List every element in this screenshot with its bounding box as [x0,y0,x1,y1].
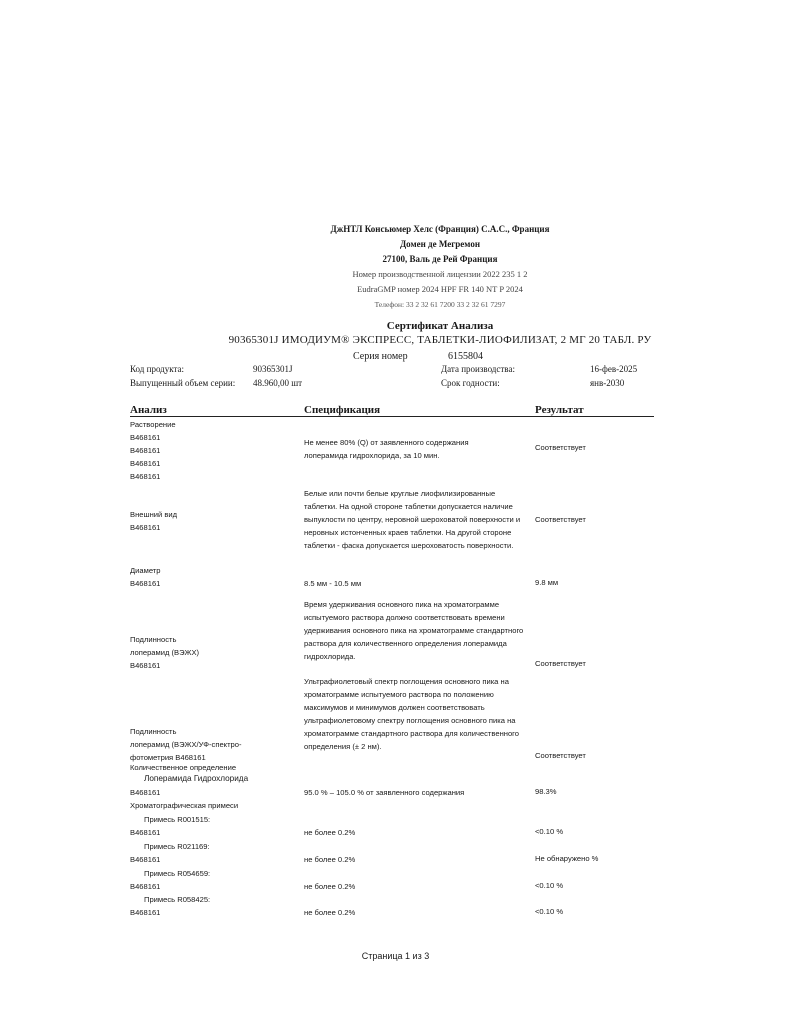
impurity-code: B468161 [130,882,161,891]
test-dissolution-name: Растворение [130,420,176,429]
test-appearance-name: Внешний вид [130,510,178,519]
impurity-spec: не более 0.2% [304,828,356,837]
test-diameter-spec: 8.5 мм - 10.5 мм [304,579,362,588]
impurity-result: Не обнаружено % [535,854,599,863]
test-dissolution-code-1: B468161 [130,433,161,442]
test-appearance-result: Соответствует [535,515,586,524]
header-divider [130,416,654,417]
impurity-label: Примесь R058425: [144,895,211,904]
phone-numbers: Телефон: 33 2 32 61 7200 33 2 32 61 7297 [374,300,506,309]
test-assay-spec: 95.0 % – 105.0 % от заявленного содержания [304,788,465,797]
company-address: 27100, Валь де Рей Франция [382,254,498,264]
product-code-value: 90365301J [253,364,293,374]
impurity-result: <0.10 % [535,881,564,890]
company-name: ДжНТЛ Консьюмер Хелс (Франция) С.А.С., Франция [330,224,550,234]
expiry-date-label: Срок годности: [441,378,500,388]
license-number: Номер производственной лицензии 2022 235 1 2 [352,269,528,279]
test-dissolution-result: Соответствует [535,443,586,452]
impurity-label: Примесь R054659: [144,869,211,878]
test-identity-uv-name-1: Подлинность [130,727,177,736]
test-impurities-name: Хроматографическая примеси [130,801,239,810]
series-value: 6155804 [448,351,483,362]
column-header-result: Результат [535,404,584,416]
impurity-label: Примесь R021169: [144,842,210,851]
test-identity-hplc-name-1: Подлинность [130,635,177,644]
manufacture-date-value: 16-фев-2025 [590,364,638,374]
impurity-result: <0.10 % [535,827,564,836]
test-dissolution-code-4: B468161 [130,472,161,481]
test-identity-hplc-result: Соответствует [535,659,586,668]
company-header [250,222,630,312]
test-identity-uv-name-3: фотометрия B468161 [130,753,206,762]
volume-label: Выпущенный объем серии: [130,378,236,388]
test-appearance-code: B468161 [130,523,161,532]
column-header-specification: Спецификация [304,404,381,416]
impurity-code: B468161 [130,908,161,917]
test-dissolution-code-2: B468161 [130,446,161,455]
test-assay-code: B468161 [130,788,161,797]
test-identity-hplc-code: B468161 [130,661,161,670]
test-identity-uv-spec: Ультрафиолетовый спектр поглощения основного пика на хроматограмме испытуемого раствора по положению максимумов и минимумов должен соответствовать ультрафиолетовому спектру поглощения основного пика на хроматограмме стандартного раствора для количественного определения (± 2 нм). [304,677,520,751]
test-identity-uv-name-2: лоперамид (ВЭЖХ/УФ-спектро- [130,740,242,749]
eudragmp-number: EudraGMP номер 2024 HPF FR 140 NT P 2024 [357,284,523,294]
test-dissolution-spec: Не менее 80% (Q) от заявленного содержания лоперамида гидрохлорида, за 10 мин. [304,438,469,460]
page-number: Страница 1 из 3 [361,951,430,961]
test-dissolution-code-3: B468161 [130,459,161,468]
impurity-spec: не более 0.2% [304,855,356,864]
test-diameter-result: 9.8 мм [535,578,559,587]
test-identity-uv-result: Соответствует [535,751,586,760]
impurity-code: B468161 [130,828,161,837]
impurity-code: B468161 [130,855,161,864]
test-assay-result: 98.3% [535,787,557,796]
test-identity-hplc-name-2: лоперамид (ВЭЖХ) [130,648,200,657]
impurity-spec: не более 0.2% [304,882,356,891]
volume-value: 48.960,00 шт [253,378,303,388]
product-name: 90365301J ИМОДИУМ® ЭКСПРЕСС, ТАБЛЕТКИ-ЛИОФИЛИЗАТ, 2 МГ 20 ТАБЛ. РУ [228,334,652,346]
test-assay-name-2: Лоперамида Гидрохлорида [144,774,249,783]
manufacture-date-label: Дата производства: [441,364,515,374]
certificate-title: Сертификат Анализа [386,320,494,332]
site-name: Домен де Мегремон [399,239,481,249]
series-label: Серия номер [353,351,408,362]
product-code-label: Код продукта: [130,364,185,374]
impurity-label: Примесь R001515: [144,815,211,824]
impurity-result: <0.10 % [535,907,564,916]
column-header-analysis: Анализ [130,404,167,416]
test-diameter-code: B468161 [130,579,161,588]
expiry-date-value: янв-2030 [590,378,625,388]
test-assay-name-1: Количественное определение [130,763,237,772]
test-appearance-spec: Белые или почти белые круглые лиофилизированные таблетки. На одной стороне таблетки допускается наличие выпуклости по центру, неровной шероховатой поверхности и неровных истонченных краев таблетки. На другой стороне таблетки - фаска допускается шероховатость поверхности. [304,489,521,550]
test-identity-hplc-spec: Время удерживания основного пика на хроматограмме испытуемого раствора должно соответствовать времени удерживания основного пика на хроматограмме стандартного раствора для количественного определения лоперамида гидрохлорида. [304,600,524,661]
impurity-spec: не более 0.2% [304,908,356,917]
test-diameter-name: Диаметр [130,566,161,575]
